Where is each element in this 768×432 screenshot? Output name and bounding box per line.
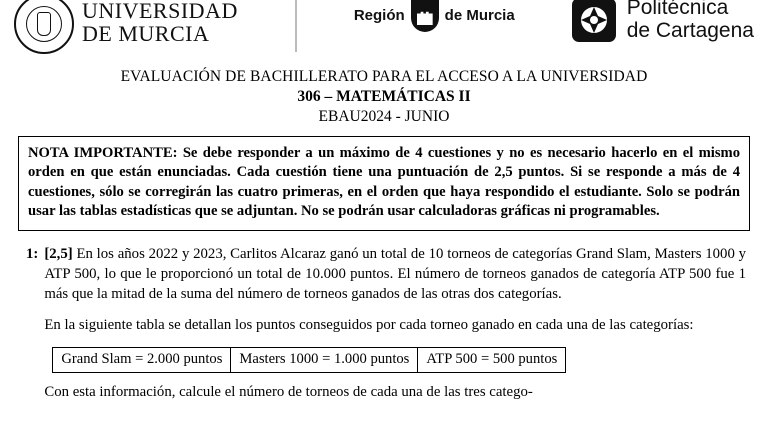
- points-cell-grand-slam: Grand Slam = 2.000 puntos: [53, 348, 231, 373]
- question-body: [44, 245, 746, 404]
- question-1: [26, 245, 746, 404]
- politecnica-cartagena-logo: [570, 0, 754, 44]
- universidad-de-murcia-wordmark: [82, 0, 238, 46]
- header-divider: [295, 0, 297, 52]
- upct-line-1: Politécnica: [626, 0, 729, 20]
- exam-subject-line: 306 – MATEMÁTICAS II: [297, 88, 471, 105]
- upct-line-2: de Cartagena: [626, 19, 754, 42]
- shield-castle-icon: [417, 11, 433, 25]
- exam-title-line-1: EVALUACIÓN DE BACHILLERATO PARA EL ACCESO A LA UNIVERSIDAD: [120, 68, 648, 85]
- upct-logo-icon: [570, 0, 618, 44]
- points-cell-masters-1000: Masters 1000 = 1.000 puntos: [231, 348, 418, 373]
- exam-session-line: EBAU2024 - JUNIO: [318, 108, 450, 125]
- important-note-label: NOTA IMPORTANTE:: [28, 145, 178, 161]
- um-line-1: UNIVERSIDAD: [82, 0, 238, 24]
- region-de-murcia-logo: [354, 0, 515, 32]
- question-paragraph-2: En la siguiente tabla se detallan los puntos conseguidos por cada torneo ganado en cada una de las categorías:: [44, 316, 694, 333]
- points-cell-atp-500: ATP 500 = 500 puntos: [426, 350, 558, 367]
- university-seal-icon: [14, 0, 74, 54]
- institutional-header: [0, 0, 768, 58]
- important-note-text: Se debe responder a un máximo de 4 cuestiones y no es necesario hacerlo en el mismo orden en que están enunciadas. Cada cuestión tiene una puntuación de 2,5 puntos. Si se responde a más de 4 cuestiones, sólo se corregirán las cuatro primeras, en el orden que haya respondido el estudiante. Solo se podrán usar las tablas estadísticas que se adjuntan. No se podrán usar calculadoras gráficas ni programables.: [28, 145, 740, 220]
- question-number: 1:: [26, 245, 39, 262]
- important-note-box: [18, 136, 750, 231]
- region-shield-icon: [411, 0, 439, 32]
- um-line-2: DE MURCIA: [82, 21, 210, 46]
- upct-wordmark: [627, 0, 754, 43]
- universidad-de-murcia-logo: [14, 0, 238, 54]
- question-text-1: En los años 2022 y 2023, Carlitos Alcaraz ganó un total de 10 torneos de categorías Grand Slam, Masters 1000 y ATP 500, lo que le proporcionó un total de 10.000 puntos. El número de torneos ganados de categoría ATP 500 fue 1 más que la mitad de la suma del número de torneos ganados de las otras dos categorías.: [44, 245, 747, 302]
- points-table: [52, 347, 566, 374]
- question-paragraph-1: [44, 245, 746, 305]
- question-tail-text: Con esta información, calcule el número de torneos de cada una de las tres catego-: [44, 384, 533, 401]
- region-word: Región: [353, 6, 405, 24]
- exam-title-block: [0, 68, 768, 126]
- question-score: [2,5]: [44, 245, 73, 262]
- region-of-word: de Murcia: [444, 6, 515, 24]
